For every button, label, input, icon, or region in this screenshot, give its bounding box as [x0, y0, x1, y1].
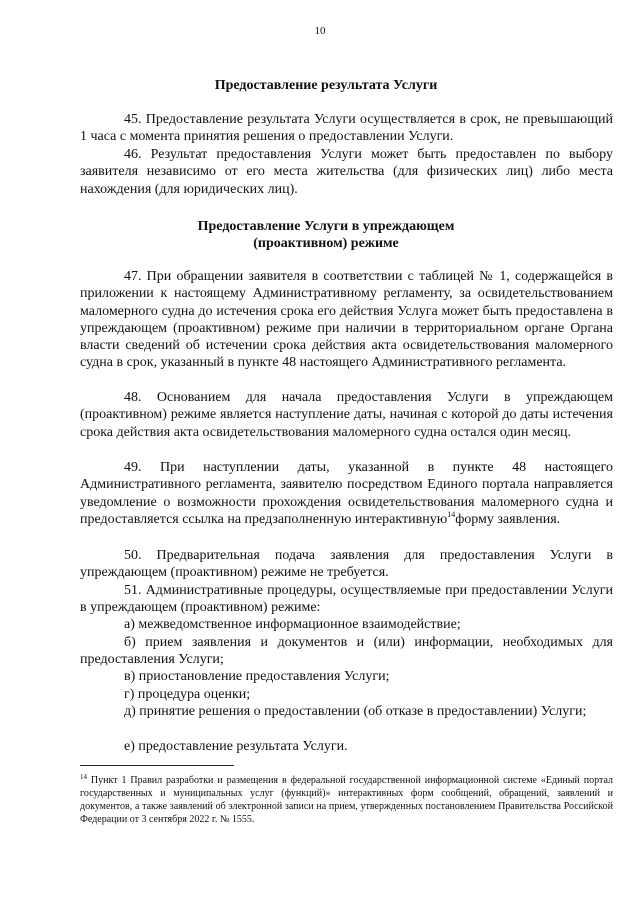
footnote-14: [80, 774, 613, 826]
paragraph-49-text: 49. При наступлении даты, указанной в пункте 48 настоящего Административного регламента, заявителю посредством Единого портала направляется уведомление о возможности прохождения освидетельствования маломерного судна и предоставляется ссылка на предзаполненную интерактивную: [80, 460, 613, 527]
paragraph-48: 48. Основанием для начала предоставления Услуги в упреждающем (проактивном) режиме является наступление даты, начиная с которой до даты истечения срока действия акта освидетельствования маломерного судна остался один месяц.: [80, 390, 613, 440]
footnote-ref-14[interactable]: 14: [447, 509, 456, 519]
list-item-b: б) прием заявления и документов и (или) информации, необходимых для предоставления Услуги;: [80, 635, 613, 668]
list-item-e: е) предоставление результата Услуги.: [124, 739, 348, 754]
section-heading-proactive: [80, 218, 572, 252]
list-item-v: в) приостановление предоставления Услуги;: [124, 669, 390, 684]
section-heading-result: Предоставление результата Услуги: [214, 78, 438, 93]
paragraph-49-tail: форму заявления.: [455, 511, 561, 527]
footnote-divider: [80, 765, 234, 766]
paragraph-47: 47. При обращении заявителя в соответствии с таблицей № 1, содержащейся в приложении к настоящему Административному регламенту, за освидетельствованием маломерного судна до истечения срока его действия Услуга может быть предоставлена в упреждающем (проактивном) режиме при наличии в территориальном органе Органа власти сведений об истечении срока действия акта освидетельствования маломерного судна в срок, указанный в пункте 48 настоящего Административного регламента.: [80, 269, 613, 371]
paragraph-45: 45. Предоставление результата Услуги осуществляется в срок, не превышающий 1 часа с момента принятия решения о предоставлении Услуги.: [80, 112, 613, 145]
footnote-text: Пункт 1 Правил разработки и размещения в федеральной государственной информационной системе «Единый портал государственных и муниципальных услуг (функций)» интерактивных форм сообщений, обращений, заявлений и документов, а также заявлений об электронной записи на прием, утвержденных постановлением Правительства Российской Федерации от 3 сентября 2022 г. № 1555.: [80, 775, 613, 825]
list-item-a: а) межведомственное информационное взаимодействие;: [124, 617, 461, 632]
paragraph-46: 46. Результат предоставления Услуги может быть предоставлен по выбору заявителя независимо от его места жительства (для физических лиц) либо места нахождения (для юридических лиц).: [80, 147, 613, 197]
paragraph-51: 51. Административные процедуры, осуществляемые при предоставлении Услуги в упреждающем (проактивном) режиме:: [80, 583, 613, 616]
section-heading-proactive-line2: (проактивном) режиме: [253, 236, 399, 251]
list-item-g: г) процедура оценки;: [124, 687, 251, 702]
section-heading-proactive-line1: Предоставление Услуги в упреждающем: [197, 219, 455, 234]
list-item-d: д) принятие решения о предоставлении (об отказе в предоставлении) Услуги;: [124, 704, 587, 719]
footnote-marker: 14: [80, 773, 87, 781]
paragraph-50: 50. Предварительная подача заявления для предоставления Услуги в упреждающем (проактивном) режиме не требуется.: [80, 548, 613, 581]
paragraph-49: [80, 459, 613, 528]
page-number: 10: [314, 25, 326, 37]
